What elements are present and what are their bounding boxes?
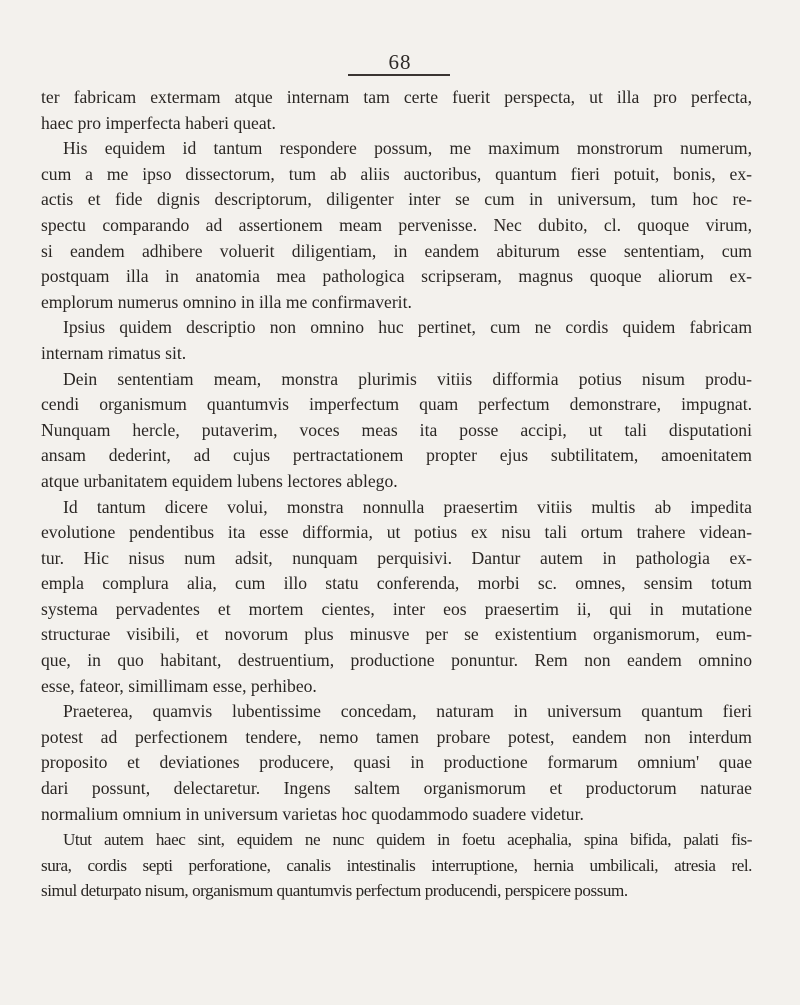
text-line: ter fabricam extermam atque internam tam certe fuerit perspecta, ut illa pro perfecta,: [41, 87, 752, 107]
text-line: sura, cordis septi perforatione, canalis intestinalis interruptione, hernia umbilicali, atresia rel.: [41, 855, 752, 875]
paragraph: [41, 136, 752, 315]
text-line: actis et fide dignis descriptorum, diligenter inter se cum in universum, tum hoc re-: [41, 189, 752, 210]
paragraph: [41, 827, 752, 904]
text-line: haec pro imperfecta haberi queat.: [41, 112, 276, 133]
text-line: Praeterea, quamvis lubentissime concedam, naturam in universum quantum fieri: [63, 701, 752, 722]
text-line: Dein sententiam meam, monstra plurimis vitiis difformia potius nisum produ-: [63, 368, 752, 389]
paragraph: [41, 367, 752, 495]
text-line: systema pervadentes et mortem cientes, inter eos praesertim ii, qui in mutatione: [41, 598, 752, 619]
text-line: potest ad perfectionem tendere, nemo tamen probare potest, eandem non interdum: [41, 726, 752, 747]
text-line: structurae visibili, et novorum plus minusve per se existentium organismorum, eum-: [41, 624, 752, 645]
text-line: cendi organismum quantumvis imperfectum quam perfectum demonstrare, impugnat.: [41, 394, 752, 415]
paragraph: [41, 315, 752, 366]
text-line: proposito et deviationes producere, quasi in productione formarum omnium' quae: [41, 752, 752, 773]
paragraph: [41, 495, 752, 700]
text-line: normalium omnium in universum varietas hoc quodammodo suadere videtur.: [41, 803, 584, 824]
text-line: postquam illa in anatomia mea pathologica scripseram, magnus quoque aliorum ex-: [41, 266, 752, 287]
text-line: dari possunt, delectaretur. Ingens saltem organismorum et productorum naturae: [41, 778, 752, 799]
text-line: Nunquam hercle, putaverim, voces meas ita posse accipi, ut tali disputationi: [41, 419, 752, 440]
paragraph: [41, 85, 752, 136]
text-line: si eandem adhibere voluerit diligentiam, in eandem abiturum esse sententiam, cum: [41, 240, 752, 261]
text-line: que, in quo habitant, destruentium, productione ponuntur. Rem non eandem omnino: [41, 650, 752, 671]
text-line: internam rimatus sit.: [41, 342, 187, 363]
text-line: Id tantum dicere volui, monstra nonnulla praesertim vitiis multis ab impedita: [63, 496, 752, 517]
text-line: evolutione pendentibus ita esse difformia, ut potius ex nisu tali ortum trahere videan-: [41, 522, 752, 543]
text-line: spectu comparando ad assertionem meam pervenisse. Nec dubito, cl. quoque virum,: [41, 214, 752, 235]
text-line: simul deturpato nisum, organismum quantumvis perfectum producendi, perspicere possum.: [41, 881, 628, 901]
text-line: emplorum numerus omnino in illa me confirmaverit.: [41, 291, 412, 312]
text-line: His equidem id tantum respondere possum, me maximum monstrorum numerum,: [63, 138, 752, 159]
text-line: esse, fateor, simillimam esse, perhibeo.: [41, 675, 317, 696]
paragraph: [41, 699, 752, 827]
text-line: cum a me ipso dissectorum, tum ab aliis auctoribus, quantum fieri potuit, bonis, ex-: [41, 163, 752, 184]
page-number-rule: [348, 74, 450, 76]
text-line: Ipsius quidem descriptio non omnino huc pertinet, cum ne cordis quidem fabricam: [63, 317, 752, 338]
text-line: atque urbanitatem equidem lubens lectores ablego.: [41, 470, 398, 491]
page-number: 68: [388, 50, 412, 74]
body-text: [41, 85, 752, 904]
text-line: empla complura alia, cum illo statu conferenda, morbi sc. omnes, sensim totum: [41, 573, 752, 594]
text-line: Utut autem haec sint, equidem ne nunc quidem in foetu acephalia, spina bifida, palati fis-: [63, 830, 752, 850]
text-line: ansam dederint, ad cujus pertractationem propter ejus subtilitatem, amoenitatem: [41, 445, 752, 466]
text-line: tur. Hic nisus num adsit, nunquam perquisivi. Dantur autem in pathologia ex-: [41, 547, 752, 568]
